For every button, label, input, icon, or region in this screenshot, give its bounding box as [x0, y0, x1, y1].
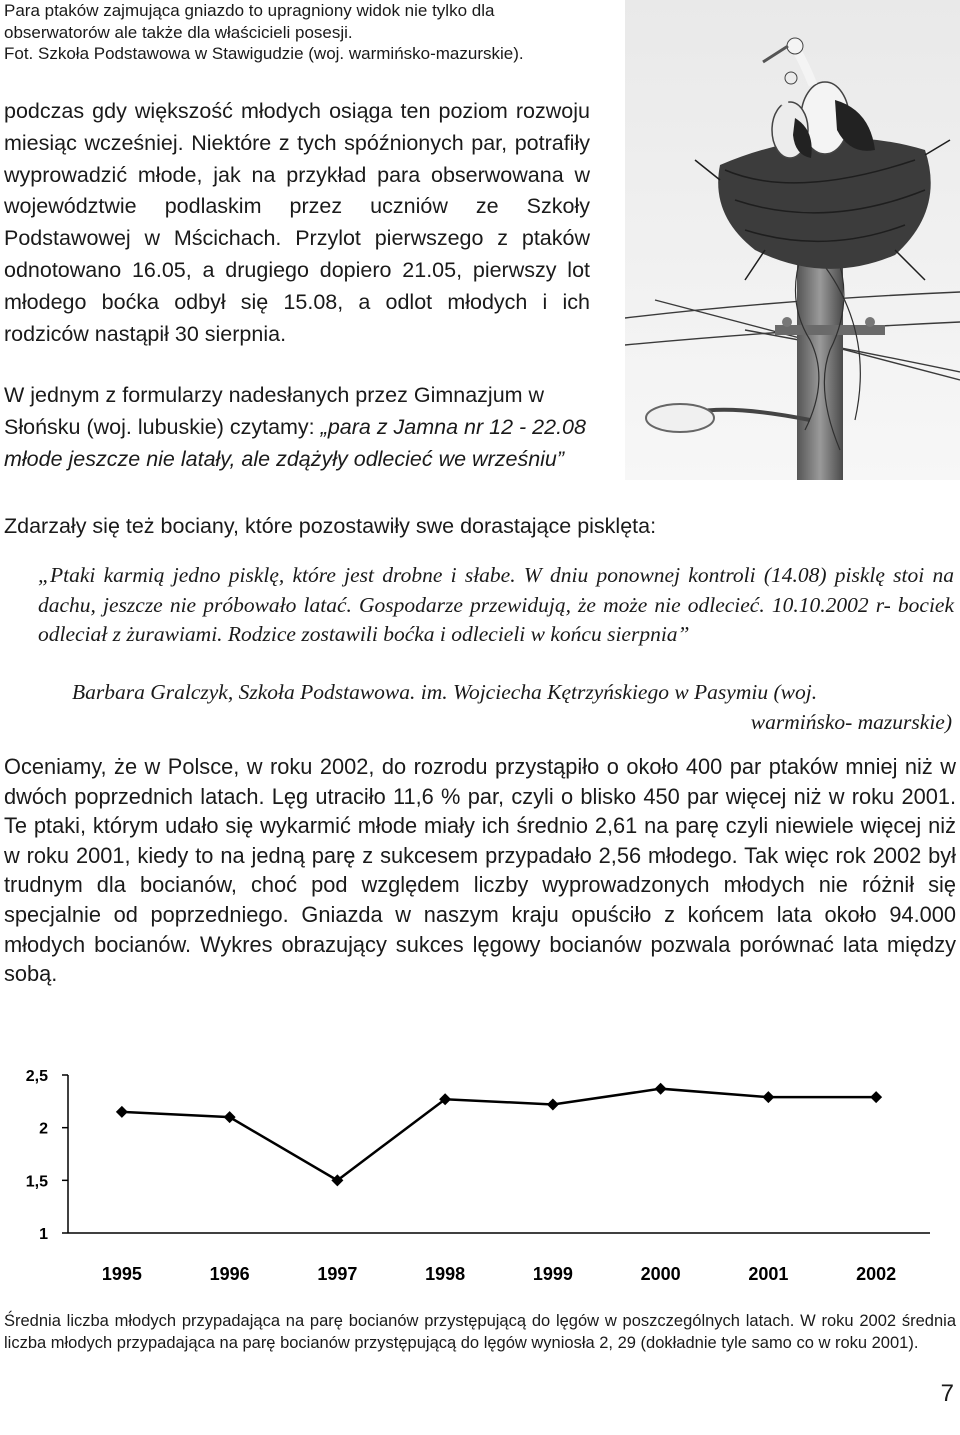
x-tick-label: 2002: [856, 1264, 897, 1284]
lead-text: Zdarzały się też bociany, które pozostawiły swe dorastające pisklęta:: [4, 514, 657, 538]
y-tick-label: 1: [39, 1226, 48, 1243]
x-tick-label: 2000: [640, 1264, 681, 1284]
column-quote-text: „para z Jamna nr 12 - 22.08 młode jeszcze nie latały, ale zdążyły odlecieć we wrześniu”: [4, 414, 586, 471]
stork-nest-photo: [625, 0, 960, 480]
main-paragraph: Oceniamy, że w Polsce, w roku 2002, do rozrodu przystąpiło o około 400 par ptaków mniej niż w dwóch poprzednich latach. Lęg utraciło 11,6 % par, czyli o blisko 450 par więcej niż w roku 2001. Te ptaki, którym udało się wykarmić młode miały ich średnio 2,61 na parę czyli niewiele więcej niż w roku 2001, kiedy to na jedną parę z sukcesem przypadało 2,56 młodego. Tak więc rok 2002 był trudnym dla bocianów, choć pod względem liczby wyprowadzonych młodych nie różnił się specjalnie od poprzedniego. Gniazda w naszym kraju opuściło z końcem lata około 94.000 młodych bocianów. Wykres obrazujący sukces lęgowy bocianów pozwala porównać lata między sobą.: [4, 754, 956, 987]
quote-author-region: warmińsko- mazurskie): [750, 710, 952, 734]
series-line: [122, 1089, 876, 1181]
data-point: [116, 1106, 128, 1118]
y-tick-label: 2,5: [25, 1068, 48, 1085]
x-tick-label: 1995: [101, 1264, 142, 1284]
chart-x-ticks: [102, 1264, 896, 1284]
page-number: 7: [940, 1380, 954, 1407]
y-tick-label: 1,5: [25, 1173, 48, 1191]
photo-caption-line: Para ptaków zajmująca gniazdo to upragniony widok nie tylko dla: [4, 1, 495, 20]
quote-text: „Ptaki karmią jedno pisklę, które jest drobne i słabe. W dniu ponownej kontroli (14.08) pisklę stoi na dachu, jeszcze nie próbowało latać. Gospodarze przewidują, że może nie odlecieć. 10.10.2002 r- bociek odleciał z żurawiami. Rodzice zostawili boćka i odlecieli w końcu sierpnia”: [38, 563, 954, 646]
data-point: [655, 1083, 667, 1095]
x-tick-label: 1997: [317, 1264, 358, 1284]
photo-caption-line: obserwatorów ale także dla właścicieli posesji.: [4, 22, 353, 42]
data-point: [870, 1091, 882, 1103]
x-tick-label: 2001: [748, 1264, 789, 1284]
y-tick-label: 2: [39, 1120, 48, 1138]
data-point: [224, 1111, 236, 1123]
column-paragraph: podczas gdy większość młodych osiąga ten poziom rozwoju miesiąc wcześniej. Niektóre z tych spóźnionych par, potrafiły wyprowadzić młode, jak na przykład para obserwowana w województwie podlaskim przez uczniów ze Szkoły Podstawowej w Mścichach. Przylot pierwszego z ptaków odnotowano 16.05, a drugiego dopiero 21.05, pierwszy lot młodego boćka odbył się 15.08, a odlot młodych i ich rodziców nastąpił 30 sierpnia.: [4, 99, 590, 346]
quote-author: Barbara Gralczyk, Szkoła Podstawowa. im. Wojciecha Kętrzyńskiego w Pasymiu (woj.: [72, 680, 818, 704]
chart-y-ticks: [26, 1068, 68, 1243]
chart-axes: [68, 1075, 930, 1233]
chart-caption: Średnia liczba młodych przypadająca na parę bocianów przystępującą do lęgów w poszczególnych latach. W roku 2002 średnia liczba młodych przypadająca na parę bocianów przystępującą do lęgów wyniosła 2, 29 (dokładnie tyle samo co w roku 2001).: [4, 1312, 956, 1352]
column-quote-intro: W jednym z formularzy nadesłanych przez Gimnazjum w Słońsku (woj. lubuskie) czytamy:: [4, 383, 545, 439]
column-paragraph-quote: [4, 380, 590, 475]
breeding-success-chart: [0, 1040, 960, 1300]
data-point: [762, 1091, 774, 1103]
x-tick-label: 1999: [532, 1264, 573, 1284]
x-tick-label: 1996: [209, 1264, 250, 1284]
photo-caption: [4, 0, 604, 65]
photo-caption-line: Fot. Szkoła Podstawowa w Stawigudzie (woj. warmińsko-mazurskie).: [4, 44, 524, 63]
chart-series: [116, 1083, 882, 1187]
data-point: [547, 1098, 559, 1110]
x-tick-label: 1998: [425, 1264, 466, 1284]
